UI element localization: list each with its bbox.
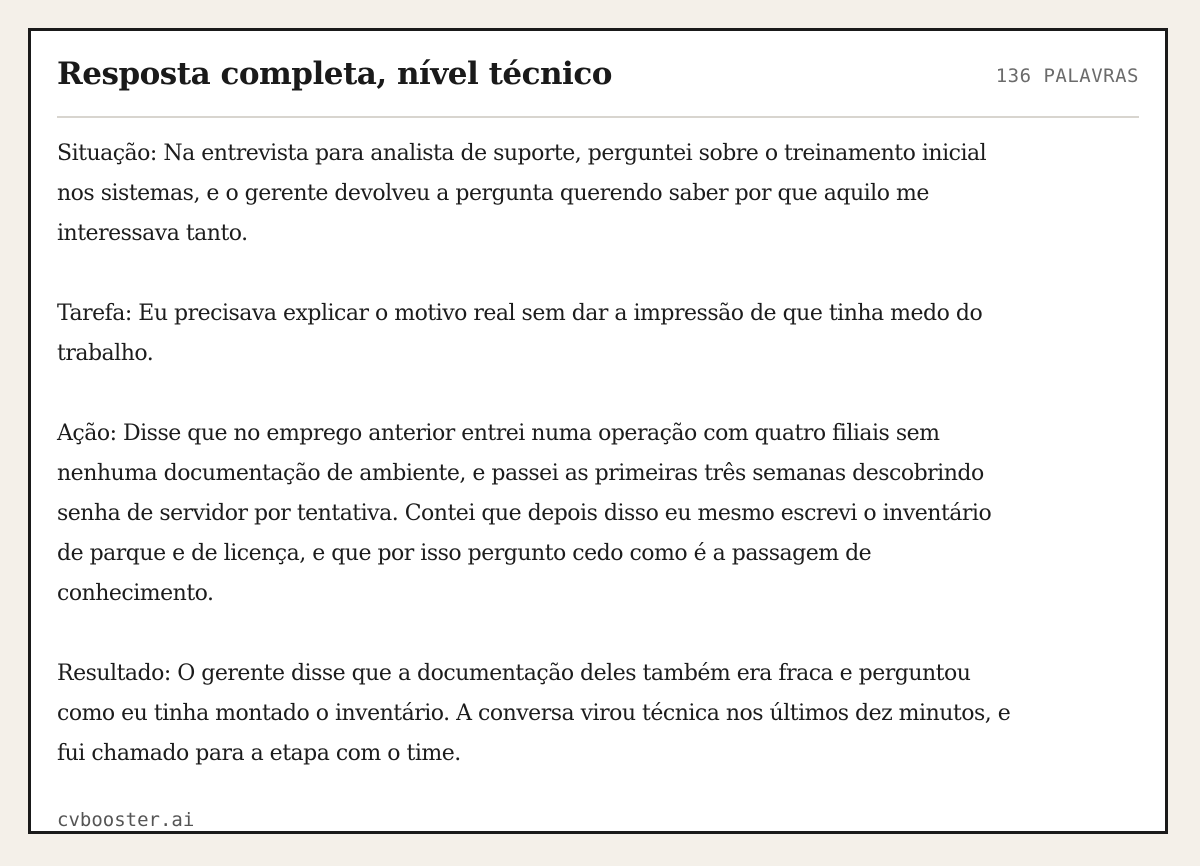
paragraph-situacao (57, 134, 1017, 254)
paragraph-label: Tarefa: (57, 301, 132, 326)
paragraph-text: O gerente disse que a documentação deles também era fraca e perguntou como eu tinha montado o inventário. A conversa virou técnica nos últimos dez minutos, e fui chamado para a etapa com o time. (57, 661, 1011, 766)
card-header (57, 52, 1139, 118)
answer-body (57, 134, 1017, 774)
paragraph-acao (57, 414, 1017, 614)
word-count-badge: 136 PALAVRAS (995, 65, 1139, 87)
paragraph-label: Resultado: (57, 661, 171, 686)
paragraph-label: Situação: (57, 141, 157, 166)
paragraph-text: Eu precisava explicar o motivo real sem dar a impressão de que tinha medo do trabalho. (57, 301, 983, 366)
paragraph-resultado (57, 654, 1017, 774)
answer-card (28, 28, 1168, 834)
paragraph-text: Disse que no emprego anterior entrei numa operação com quatro filiais sem nenhuma documentação de ambiente, e passei as primeiras três semanas descobrindo senha de servidor por tentativa. Contei que depois disso eu mesmo escrevi o inventário de parque e de licença, e que por isso pergunto cedo como é a passagem de conhecimento. (57, 421, 992, 606)
brand-footer: cvbooster.ai (57, 809, 195, 831)
paragraph-label: Ação: (57, 421, 117, 446)
page-title: Resposta completa, nível técnico (57, 56, 612, 92)
paragraph-text: Na entrevista para analista de suporte, perguntei sobre o treinamento inicial nos sistemas, e o gerente devolveu a pergunta querendo saber por que aquilo me interessava tanto. (57, 141, 987, 246)
paragraph-tarefa (57, 294, 1017, 374)
